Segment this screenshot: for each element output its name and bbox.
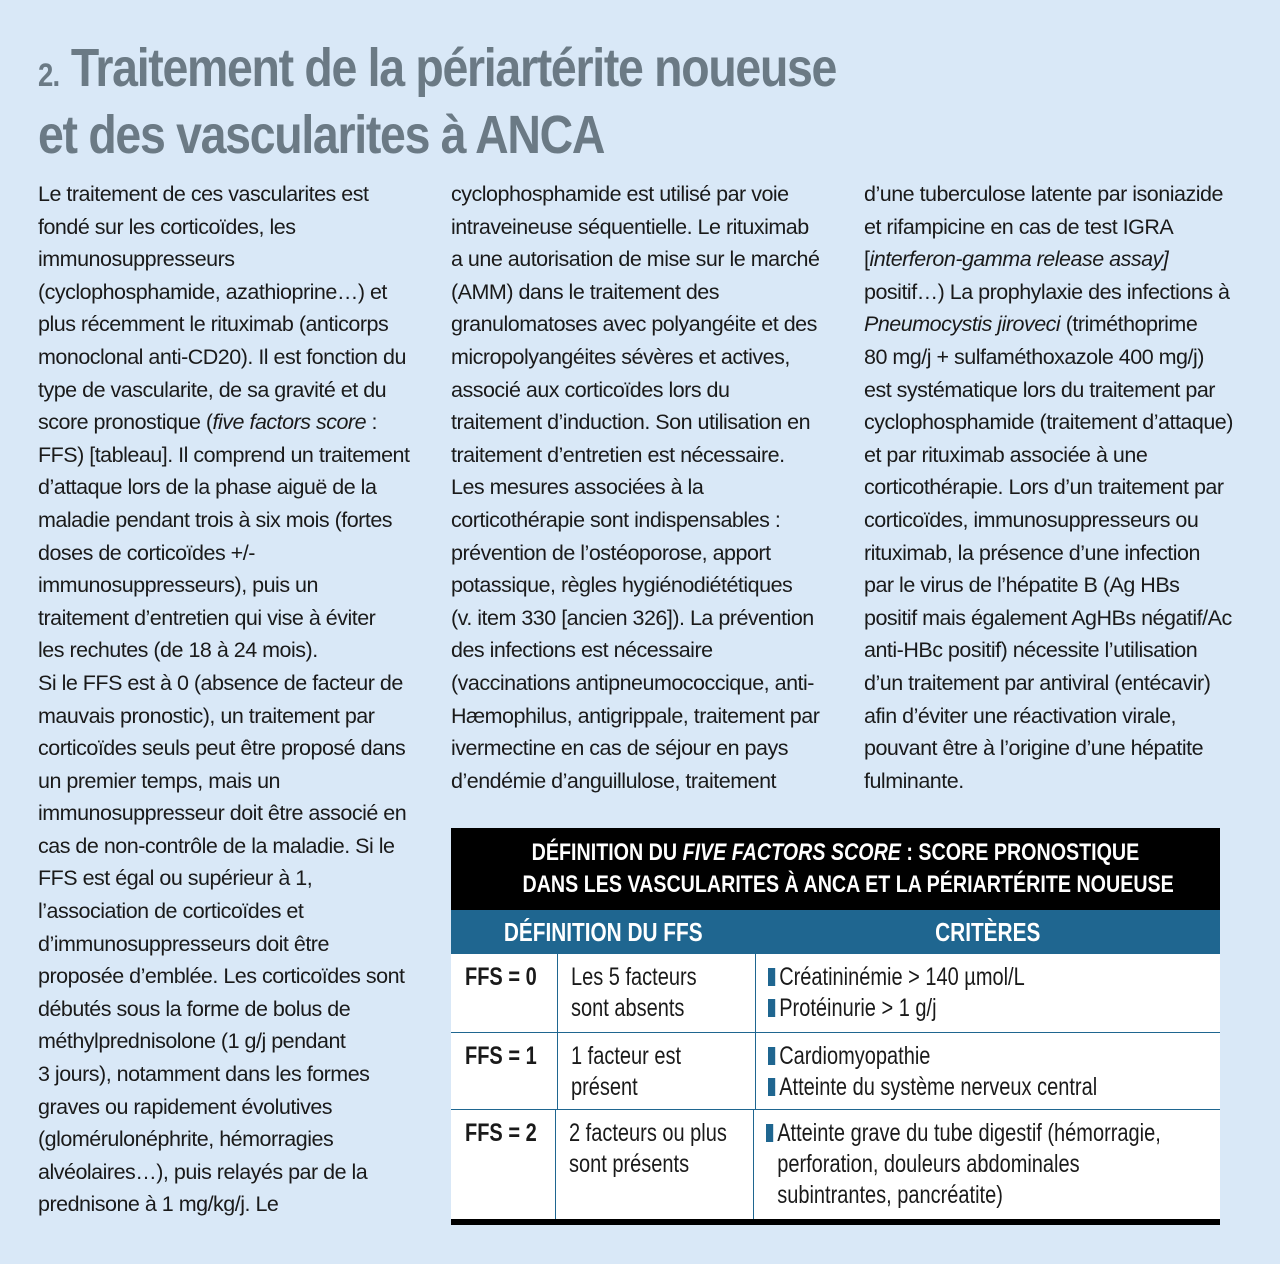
title-line-1 xyxy=(38,38,898,105)
text-line: cyclophosphamide est utilisé par voie xyxy=(451,182,789,206)
definition-text: 1 facteur est présent xyxy=(571,1042,682,1101)
definition-cell xyxy=(558,954,756,1032)
text-line: maladie pendant trois à six mois (fortes xyxy=(38,507,393,532)
text-line: Hæmophilus, antigrippale, traitement par xyxy=(451,703,820,728)
text-line: d’attaque lors de la phase aiguë de la xyxy=(38,475,377,500)
text-line: graves ou rapidement évolutives xyxy=(38,1094,333,1119)
text-line: débutés sous la forme de bolus de xyxy=(38,996,351,1021)
text-line: rituximab, la présence d’une infection xyxy=(864,540,1200,565)
text-line: traitement d’entretien est nécessaire. xyxy=(451,442,785,467)
ffs-table xyxy=(451,828,1220,1225)
text-line: et par rituximab associée à une xyxy=(864,442,1148,467)
criteria-cell xyxy=(756,1033,1220,1109)
criterion-item: Protéinurie > 1 g/j xyxy=(768,993,1025,1024)
text-line: micropolyangéites sévères et actives, xyxy=(451,344,790,369)
text-line: les rechutes (de 18 à 24 mois). xyxy=(38,638,318,663)
caption-line-2: DANS LES VASCULARITES À ANCA ET LA PÉRIARTÉRITE NOUEUSE xyxy=(522,871,1174,898)
criteria-cell xyxy=(754,1110,1259,1219)
square-bullet-icon xyxy=(768,1078,775,1096)
text-line: est systématique lors du traitement par xyxy=(864,377,1215,402)
criterion-item: Atteinte grave du tube digestif (hémorragie, xyxy=(766,1118,1161,1149)
table-row xyxy=(451,1032,1220,1109)
text-line: par le virus de l’hépatite B (Ag HBs xyxy=(864,573,1180,598)
header-criteres xyxy=(756,917,1220,948)
caption-line-1 xyxy=(532,837,1140,869)
text-line: FFS est égal ou supérieur à 1, xyxy=(38,866,313,891)
text-line: (AMM) dans le traitement des xyxy=(451,279,719,304)
section-number: 2. xyxy=(38,57,60,93)
text-line: Le traitement de ces vascularites est xyxy=(38,182,369,206)
text-line: d’endémie d’anguillulose, traitement xyxy=(451,768,777,793)
text-line: prévention de l’ostéoporose, apport xyxy=(451,540,771,565)
text-line: Si le FFS est à 0 (absence de facteur de xyxy=(38,670,403,695)
text-line: méthylprednisolone (1 g/j pendant xyxy=(38,1029,346,1054)
text-line: traitement d’entretien qui vise à éviter xyxy=(38,605,376,630)
text-line: potassique, règles hygiénodiététiques xyxy=(451,573,793,598)
title-line-2: et des vascularites à ANCA xyxy=(38,105,605,165)
text-line: doses de corticoïdes +/- xyxy=(38,540,255,565)
square-bullet-icon xyxy=(768,1047,775,1065)
text-line: intraveineuse séquentielle. Le rituximab xyxy=(451,214,809,239)
text-line: d’une tuberculose latente par isoniazide xyxy=(864,182,1223,206)
caption-suffix: : SCORE PRONOSTIQUE xyxy=(900,839,1140,866)
text-line: cyclophosphamide (traitement d’attaque) xyxy=(864,410,1233,435)
text-line: FFS) [tableau]. Il comprend un traitement xyxy=(38,442,410,467)
text-line: (vaccinations antipneumococcique, anti- xyxy=(451,670,814,695)
text-line: corticoïdes seuls peut être proposé dans xyxy=(38,736,406,761)
text-line: fondé sur les corticoïdes, les xyxy=(38,214,296,239)
table-row xyxy=(451,1109,1220,1219)
text-line: corticothérapie sont indispensables : xyxy=(451,507,781,532)
criterion-item: perforation, douleurs abdominales xyxy=(776,1150,1080,1178)
caption-italic: FIVE FACTORS SCORE xyxy=(682,839,901,866)
text-line: (v. item 330 [ancien 326]). La prévention xyxy=(451,605,814,630)
header-definition-label: DÉFINITION DU FFS xyxy=(504,916,703,947)
text-line: d’un traitement par antiviral (entécavir) xyxy=(864,670,1211,695)
text-line: score pronostique (five factors score : xyxy=(38,410,377,435)
criterion-item: subintrantes, pancréatite) xyxy=(776,1181,1003,1209)
table-bottom-rule xyxy=(451,1219,1220,1225)
italic-term: five factors score xyxy=(212,410,367,435)
text-line: proposée d’emblée. Les corticoïdes sont xyxy=(38,964,405,989)
definition-text: 2 facteurs ou plus sont présents xyxy=(568,1119,727,1178)
square-bullet-icon xyxy=(768,968,775,986)
text-line: corticothérapie. Lors d’un traitement par xyxy=(864,475,1224,500)
ffs-score: FFS = 0 xyxy=(465,963,537,991)
text-line: mauvais pronostic), un traitement par xyxy=(38,703,375,728)
table-body xyxy=(451,954,1220,1219)
text-column-3 xyxy=(864,178,1233,797)
text-line: pouvant être à l’origine d’une hépatite xyxy=(864,736,1204,761)
text-line: corticoïdes, immunosuppresseurs ou xyxy=(864,507,1199,532)
definition-cell xyxy=(556,1110,754,1219)
text-line: ivermectine en cas de séjour en pays xyxy=(451,736,788,761)
text-line: [interferon-gamma release assay] xyxy=(864,247,1169,272)
header-definition xyxy=(451,917,756,948)
text-line: immunosuppresseurs xyxy=(38,247,235,272)
text-line: type de vascularite, de sa gravité et du xyxy=(38,377,387,402)
text-line: traitement d’induction. Son utilisation en xyxy=(451,410,811,435)
definition-text: Les 5 facteurs sont absents xyxy=(571,963,697,1022)
text-column-2 xyxy=(451,178,819,797)
criteria-cell xyxy=(756,954,1220,1032)
text-line: plus récemment le rituximab (anticorps xyxy=(38,312,389,337)
square-bullet-icon xyxy=(768,999,775,1017)
text-line: cas de non-contrôle de la maladie. Si le xyxy=(38,833,395,858)
square-bullet-icon xyxy=(766,1124,773,1142)
text-line: alvéolaires…), puis relayés par de la xyxy=(38,1159,368,1184)
caption-prefix: DÉFINITION DU xyxy=(531,839,683,866)
text-line: (cyclophosphamide, azathioprine…) et xyxy=(38,279,387,304)
title-text-1: Traitement de la périartérite noueuse xyxy=(70,38,837,98)
criterion-item: Atteinte du système nerveux central xyxy=(768,1072,1097,1103)
text-line: immunosuppresseurs), puis un xyxy=(38,573,318,598)
italic-term: interferon-gamma release assay] xyxy=(869,247,1169,272)
text-line: positif…) La prophylaxie des infections à xyxy=(864,279,1230,304)
text-line: des infections est nécessaire xyxy=(451,638,713,663)
text-line: afin d’éviter une réactivation virale, xyxy=(864,703,1177,728)
text-line: monoclonal anti-CD20). Il est fonction du xyxy=(38,344,406,369)
table-row xyxy=(451,954,1220,1032)
text-line: l’association de corticoïdes et xyxy=(38,899,304,924)
text-line: a une autorisation de mise sur le marché xyxy=(451,247,820,272)
criterion-item: Cardiomyopathie xyxy=(768,1041,1097,1072)
text-line: et rifampicine en cas de test IGRA xyxy=(864,214,1174,239)
text-line: un premier temps, mais un xyxy=(38,768,281,793)
ffs-score-cell xyxy=(451,954,558,1032)
text-line: Pneumocystis jiroveci (triméthoprime xyxy=(864,312,1198,337)
italic-term: Pneumocystis jiroveci xyxy=(864,312,1061,337)
text-line: associé aux corticoïdes lors du xyxy=(451,377,730,402)
page-title xyxy=(38,38,898,165)
text-line: anti-HBc positif) nécessite l’utilisation xyxy=(864,638,1198,663)
ffs-score: FFS = 2 xyxy=(465,1119,537,1147)
text-column-1 xyxy=(38,178,409,1221)
text-line: positif mais également AgHBs négatif/Ac xyxy=(864,605,1232,630)
text-line: prednisone à 1 mg/kg/j. Le xyxy=(38,1192,279,1217)
text-line: fulminante. xyxy=(864,768,964,793)
ffs-score-cell xyxy=(451,1033,558,1109)
header-criteres-label: CRITÈRES xyxy=(935,916,1041,947)
text-line: d’immunosuppresseurs doit être xyxy=(38,931,329,956)
text-line: 3 jours), notamment dans les formes xyxy=(38,1062,370,1087)
definition-cell xyxy=(558,1033,756,1109)
table-header-row xyxy=(451,910,1220,954)
text-line: Les mesures associées à la xyxy=(451,475,704,500)
text-line: (glomérulonéphrite, hémorragies xyxy=(38,1127,334,1152)
ffs-score-cell xyxy=(451,1110,556,1219)
text-line: immunosuppresseur doit être associé en xyxy=(38,801,407,826)
criterion-item: Créatininémie > 140 µmol/L xyxy=(768,962,1025,993)
text-line: granulomatoses avec polyangéite et des xyxy=(451,312,817,337)
ffs-score: FFS = 1 xyxy=(465,1042,537,1070)
table-caption xyxy=(451,828,1220,910)
text-line: 80 mg/j + sulfaméthoxazole 400 mg/j) xyxy=(864,344,1204,369)
